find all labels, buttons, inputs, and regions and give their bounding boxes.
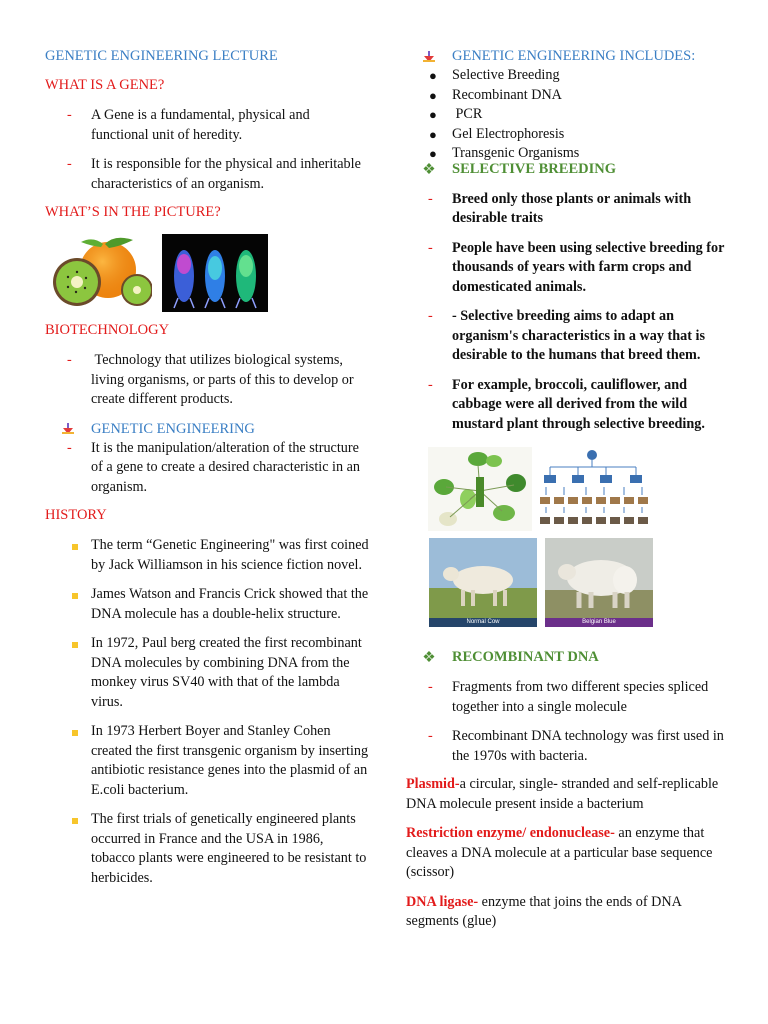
includes-heading-row	[406, 47, 736, 66]
recombinant-heading: RECOMBINANT DNA	[452, 649, 599, 665]
normal-cow-figure	[429, 538, 537, 627]
list-item: ● Recombinant DNA	[429, 86, 562, 103]
includes-list	[406, 66, 736, 164]
list-item: - A Gene is a fundamental, physical and functional unit of heredity.	[67, 107, 310, 143]
includes-heading: GENETIC ENGINEERING INCLUDES:	[452, 48, 696, 64]
arrow-bullet-icon	[406, 51, 452, 63]
picture-row	[45, 234, 370, 312]
list-item: - It is the manipulation/alteration of the structure of a gene to create a desired characteristic in an organism.	[67, 439, 361, 495]
genetic-engineering-heading: GENETIC ENGINEERING	[91, 420, 255, 437]
belgian-blue-cow-image	[545, 538, 653, 618]
diamond-bullet-icon: ❖	[422, 161, 436, 178]
dog-breeds-tree-diagram	[540, 447, 650, 531]
genetic-engineering-list	[45, 439, 370, 498]
right-column	[406, 47, 736, 932]
selective-breeding-heading: SELECTIVE BREEDING	[452, 160, 616, 177]
list-item: James Watson and Francis Crick showed that the DNA molecule has a double-helix structure.	[45, 585, 370, 624]
gene-heading: WHAT IS A GENE?	[45, 77, 165, 93]
diamond-bullet-icon: ❖	[422, 650, 436, 666]
dna-ligase-definition: DNA ligase- enzyme that joins the ends of DNA segments (glue)	[406, 893, 685, 929]
cow-comparison-row	[429, 538, 736, 627]
list-item: - It is responsible for the physical and inheritable characteristics of an organism.	[67, 156, 361, 192]
breeding-figures-row	[428, 447, 736, 531]
recombinant-heading-row	[406, 648, 736, 667]
selective-breeding-list	[406, 190, 736, 435]
list-item: In 1972, Paul berg created the first recombinant DNA molecules by combining DNA from the monkey virus SV40 with that of the lambda virus.	[45, 634, 370, 712]
list-item: - Recombinant DNA technology was first used in the 1970s with bacteria.	[428, 728, 724, 764]
kiwi-orange-image	[45, 234, 152, 310]
list-item: ● Gel Electrophoresis	[429, 125, 565, 142]
plasmid-definition: Plasmid-a circular, single- stranded and self-replicable DNA molecule present inside a bacterium	[406, 776, 719, 812]
mustard-plant-diagram	[428, 447, 532, 531]
list-item: ● Transgenic Organisms	[429, 145, 580, 161]
normal-cow-label: Normal Cow	[429, 618, 537, 627]
genetic-engineering-heading-row	[45, 420, 370, 439]
history-heading: HISTORY	[45, 507, 107, 523]
biotechnology-list	[45, 351, 370, 410]
lecture-title: GENETIC ENGINEERING LECTURE	[45, 48, 278, 64]
glowing-mice-image	[162, 234, 268, 312]
list-item: In 1973 Herbert Boyer and Stanley Cohen created the first transgenic organism by inserting antibiotic resistance genes into the plasmid of an E.coli bacterium.	[45, 722, 370, 800]
list-item: - Technology that utilizes biological systems, living organisms, or parts of this to develop or create different products.	[67, 352, 358, 407]
list-item: - - Selective breeding aims to adapt an organism's characteristics in a way that is desirable to the humans that breed them.	[428, 308, 705, 363]
belgian-blue-figure	[545, 538, 653, 627]
list-item: The first trials of genetically engineered plants occurred in France and the USA in 1986, tobacco plants were engineered to be resistant to herbicides.	[45, 810, 370, 888]
list-item: ● Selective Breeding	[429, 67, 560, 83]
picture-heading: WHAT’S IN THE PICTURE?	[45, 204, 221, 220]
list-item: - For example, broccoli, cauliflower, and cabbage were all derived from the wild mustard plant through selective breeding.	[428, 376, 705, 432]
left-column	[45, 47, 370, 888]
restriction-enzyme-definition: Restriction enzyme/ endonuclease- an enzyme that cleaves a DNA molecule at a particular base sequence (scissor)	[406, 825, 717, 880]
belgian-blue-label: Belgian Blue	[545, 618, 653, 627]
list-item: The term “Genetic Engineering" was first coined by Jack Williamson in his science fiction novel.	[45, 536, 370, 575]
list-item: ● PCR	[429, 106, 483, 122]
list-item: - Breed only those plants or animals with desirable traits	[428, 190, 692, 226]
gene-list	[45, 106, 370, 194]
list-item: - Fragments from two different species spliced together into a single molecule	[428, 679, 709, 715]
arrow-bullet-icon	[45, 423, 91, 435]
normal-cow-image	[429, 538, 537, 618]
recombinant-list	[406, 678, 736, 766]
history-list	[45, 536, 370, 888]
biotechnology-heading: BIOTECHNOLOGY	[45, 322, 170, 338]
list-item: - People have been using selective breeding for thousands of years with farm crops and domesticated animals.	[428, 239, 725, 295]
